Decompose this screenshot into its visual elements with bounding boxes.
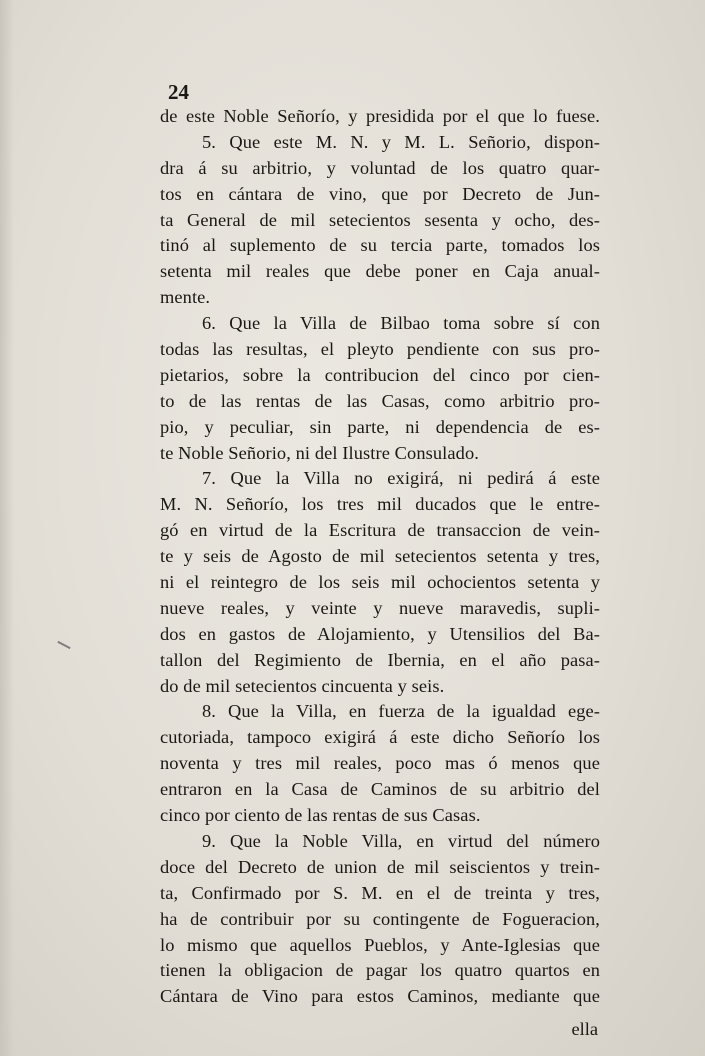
text-line: setenta mil reales que debe poner en Caja anual- xyxy=(160,261,600,282)
text-line: mente. xyxy=(160,287,211,308)
page-edge-shadow xyxy=(0,0,14,1056)
text-line: cinco por ciento de las rentas de sus Casas. xyxy=(160,805,481,826)
text-line: ta General de mil setecientos sesenta y ocho, des- xyxy=(160,209,600,230)
text-line: tienen la obligacion de pagar los quatro quartos en xyxy=(160,960,600,981)
text-line: dra á su arbitrio, y voluntad de los quatro quar- xyxy=(160,157,600,178)
text-line: nueve reales, y veinte y nueve maravedis, supli- xyxy=(160,597,600,618)
text-block xyxy=(160,80,600,1042)
text-line: 8. Que la Villa, en fuerza de la igualdad ege- xyxy=(202,701,600,722)
text-line: de este Noble Señorío, y presidida por el que lo fuese. xyxy=(160,106,600,126)
text-line: do de mil setecientos cincuenta y seis. xyxy=(160,675,445,696)
text-line: lo mismo que aquellos Pueblos, y Ante-Iglesias que xyxy=(160,934,600,955)
text-line: te y seis de Agosto de mil setecientos setenta y tres, xyxy=(160,546,600,567)
text-line: doce del Decreto de union de mil seiscientos y trein- xyxy=(160,856,600,877)
text-line: cutoriada, tampoco exigirá á este dicho Señorío los xyxy=(160,727,600,748)
text-line: ta, Confirmado por S. M. en el de treinta y tres, xyxy=(160,882,600,903)
text-line: 9. Que la Noble Villa, en virtud del número xyxy=(202,830,600,851)
text-line: tos en cántara de vino, que por Decreto de Jun- xyxy=(160,183,600,204)
text-line: 7. Que la Villa no exigirá, ni pedirá á este xyxy=(202,468,600,489)
catchword: ella xyxy=(571,1019,598,1040)
text-line: ni el reintegro de los seis mil ochocientos setenta y xyxy=(160,572,600,593)
text-line: 5. Que este M. N. y M. L. Señorio, dispon- xyxy=(202,131,600,152)
text-line: todas las resultas, el pleyto pendiente con sus pro- xyxy=(160,339,600,360)
text-line: dos en gastos de Alojamiento, y Utensilios del Ba- xyxy=(160,623,600,644)
ink-mark xyxy=(57,641,70,649)
text-line: gó en virtud de la Escritura de transaccion de vein- xyxy=(160,520,600,541)
text-line: tinó al suplemento de su tercia parte, tomados los xyxy=(160,235,600,256)
text-line: 6. Que la Villa de Bilbao toma sobre sí con xyxy=(202,313,600,334)
text-line: ha de contribuir por su contingente de Fogueracion, xyxy=(160,908,600,929)
text-line: entraron en la Casa de Caminos de su arbitrio del xyxy=(160,779,600,800)
page-number: 24 xyxy=(168,80,189,104)
text-line: pio, y peculiar, sin parte, ni dependencia de es- xyxy=(160,416,600,437)
text-line: te Noble Señorio, ni del Ilustre Consulado. xyxy=(160,442,479,463)
text-line: M. N. Señorío, los tres mil ducados que le entre- xyxy=(160,494,600,515)
body-text xyxy=(160,104,600,1010)
text-line: tallon del Regimiento de Ibernia, en el año pasa- xyxy=(160,649,600,670)
text-line: to de las rentas de las Casas, como arbitrio pro- xyxy=(160,390,600,411)
text-line: noventa y tres mil reales, poco mas ó menos que xyxy=(160,753,600,774)
text-line: Cántara de Vino para estos Caminos, mediante que xyxy=(160,986,600,1007)
text-line: pietarios, sobre la contribucion del cinco por cien- xyxy=(160,364,600,385)
